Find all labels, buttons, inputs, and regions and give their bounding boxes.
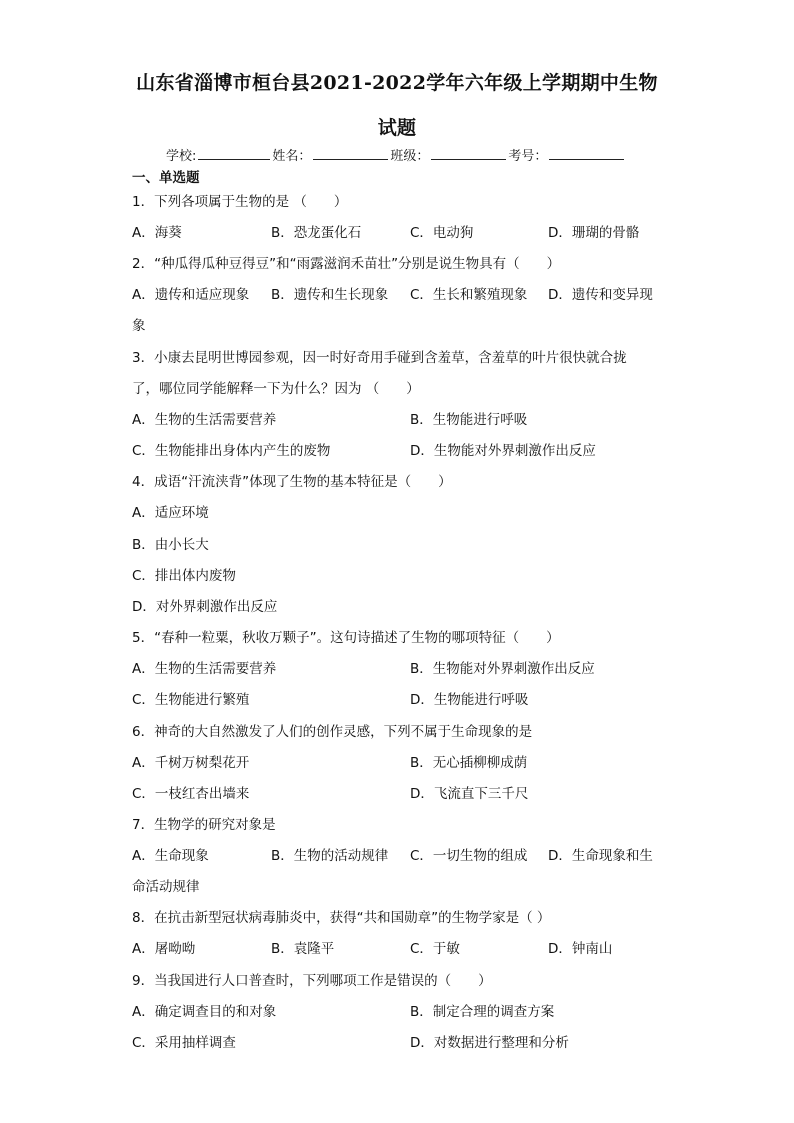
- question-2-option-a[interactable]: A．遗传和适应现象: [132, 287, 250, 303]
- question-2-stem: 2．“种瓜得瓜种豆得豆”和“雨露滋润禾苗壮”分别是说生物具有（ ）: [132, 256, 561, 272]
- question-7-option-a[interactable]: A．生命现象: [132, 848, 209, 864]
- question-1-option-a[interactable]: A．海葵: [132, 225, 182, 241]
- question-1-option-c[interactable]: C．电动狗: [410, 225, 474, 241]
- question-9-stem: 9．当我国进行人口普查时，下列哪项工作是错误的（ ）: [132, 973, 492, 989]
- question-3-option-b[interactable]: B．生物能进行呼吸: [410, 412, 528, 428]
- question-2-option-d[interactable]: D．遗传和变异现: [548, 287, 653, 303]
- question-6-option-c[interactable]: C．一枝红杏出墙来: [132, 786, 250, 802]
- question-4-option-c[interactable]: C．排出体内废物: [132, 568, 236, 584]
- question-9-option-c[interactable]: C．采用抽样调查: [132, 1035, 236, 1051]
- question-8-stem: 8．在抗击新型冠状病毒肺炎中，获得“共和国勋章”的生物学家是（ ）: [132, 910, 551, 926]
- exam-title-line-1: 山东省淄博市桓台县2021-2022学年六年级上学期期中生物: [136, 72, 658, 94]
- question-3-option-d[interactable]: D．生物能对外界刺激作出反应: [410, 443, 596, 459]
- question-2-option-b[interactable]: B．遗传和生长现象: [271, 287, 389, 303]
- question-8-option-c[interactable]: C．于敏: [410, 941, 460, 957]
- number-blank[interactable]: [549, 147, 624, 160]
- question-7-option-d[interactable]: D．生命现象和生: [548, 848, 653, 864]
- question-3-stem-line-2: 了，哪位同学能解释一下为什么？因为 （ ）: [132, 381, 420, 397]
- exam-title-line-2: 试题: [377, 117, 417, 139]
- question-1-option-d[interactable]: D．珊瑚的骨骼: [548, 225, 640, 241]
- question-2-option-c[interactable]: C．生长和繁殖现象: [410, 287, 528, 303]
- question-8-option-a[interactable]: A．屠呦呦: [132, 941, 196, 957]
- question-5-stem: 5．“春种一粒粟，秋收万颗子”。这句诗描述了生物的哪项特征（ ）: [132, 630, 560, 646]
- question-6-option-a[interactable]: A．千树万树梨花开: [132, 755, 250, 771]
- class-label: 班级：: [390, 149, 430, 164]
- question-7-option-d-wrap: 命活动规律: [132, 879, 200, 895]
- question-4-option-a[interactable]: A．适应环境: [132, 505, 209, 521]
- name-blank[interactable]: [313, 147, 388, 160]
- question-5-option-a[interactable]: A．生物的生活需要营养: [132, 661, 277, 677]
- school-label: 学校:: [166, 149, 197, 164]
- question-5-option-b[interactable]: B．生物能对外界刺激作出反应: [410, 661, 595, 677]
- question-4-option-d[interactable]: D．对外界刺激作出反应: [132, 599, 278, 615]
- question-9-option-d[interactable]: D．对数据进行整理和分析: [410, 1035, 569, 1051]
- question-5-option-d[interactable]: D．生物能进行呼吸: [410, 692, 529, 708]
- question-7-stem: 7．生物学的研究对象是: [132, 817, 276, 833]
- question-7-option-b[interactable]: B．生物的活动规律: [271, 848, 389, 864]
- question-4-stem: 4．成语“汗流浃背”体现了生物的基本特征是（ ）: [132, 474, 452, 490]
- class-blank[interactable]: [431, 147, 506, 160]
- question-1-stem: 1．下列各项属于生物的是 （ ）: [132, 194, 348, 210]
- school-blank[interactable]: [198, 147, 270, 160]
- question-4-option-b[interactable]: B．由小长大: [132, 537, 209, 553]
- question-3-stem-line-1: 3．小康去昆明世博园参观，因一时好奇用手碰到含羞草，含羞草的叶片很快就合拢: [132, 350, 627, 366]
- section-heading: 一、单选题: [132, 170, 200, 186]
- question-8-option-b[interactable]: B．袁隆平: [271, 941, 335, 957]
- number-label: 考号：: [508, 149, 548, 164]
- question-5-option-c[interactable]: C．生物能进行繁殖: [132, 692, 250, 708]
- question-9-option-a[interactable]: A．确定调查目的和对象: [132, 1004, 277, 1020]
- question-3-option-a[interactable]: A．生物的生活需要营养: [132, 412, 277, 428]
- question-6-option-d[interactable]: D．飞流直下三千尺: [410, 786, 529, 802]
- question-8-option-d[interactable]: D．钟南山: [548, 941, 613, 957]
- student-info-row: [166, 145, 626, 164]
- name-label: 姓名：: [272, 149, 312, 164]
- question-7-option-c[interactable]: C．一切生物的组成: [410, 848, 528, 864]
- question-9-option-b[interactable]: B．制定合理的调查方案: [410, 1004, 555, 1020]
- question-1-option-b[interactable]: B．恐龙蛋化石: [271, 225, 362, 241]
- question-2-option-d-wrap: 象: [132, 318, 146, 334]
- question-6-stem: 6．神奇的大自然激发了人们的创作灵感，下列不属于生命现象的是: [132, 724, 533, 740]
- question-3-option-c[interactable]: C．生物能排出身体内产生的废物: [132, 443, 331, 459]
- question-6-option-b[interactable]: B．无心插柳柳成荫: [410, 755, 528, 771]
